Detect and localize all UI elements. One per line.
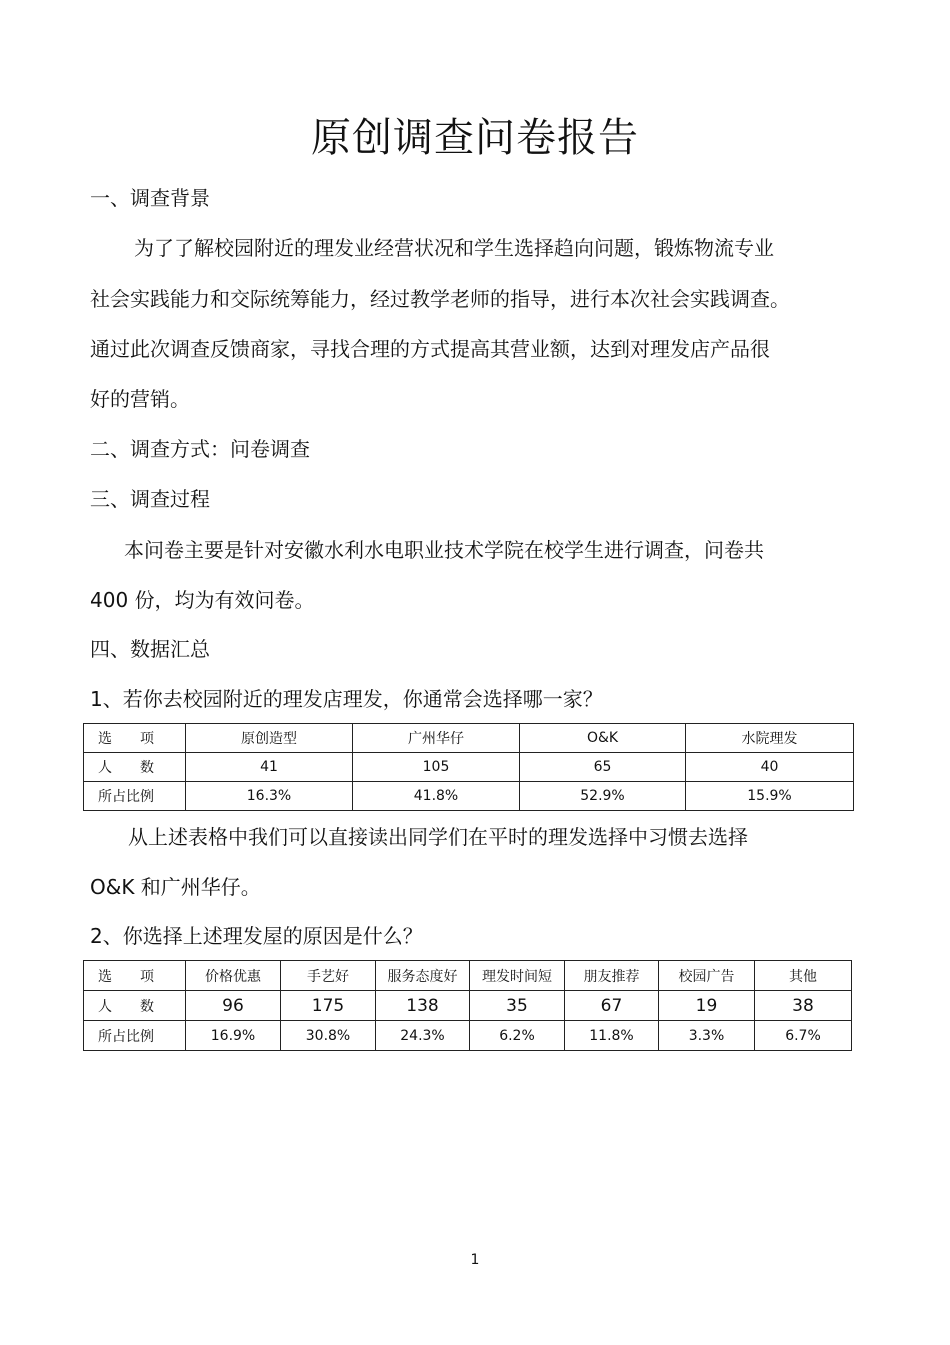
row-label-ratio: 所占比例 bbox=[84, 1021, 186, 1051]
table-cell: O&K bbox=[520, 724, 686, 753]
row-label-ratio: 所占比例 bbox=[84, 782, 186, 811]
table-cell: 105 bbox=[353, 753, 520, 782]
table-cell: 35 bbox=[470, 991, 565, 1021]
table-cell: 水院理发 bbox=[686, 724, 854, 753]
table-row bbox=[84, 753, 854, 782]
question-2: 2、你选择上述理发屋的原因是什么？ bbox=[90, 924, 423, 948]
paragraph-line: 从上述表格中我们可以直接读出同学们在平时的理发选择中习惯去选择 bbox=[128, 825, 748, 849]
table-cell: 11.8% bbox=[565, 1021, 659, 1051]
page-title: 原创调查问卷报告 bbox=[311, 115, 639, 161]
question-1-table bbox=[83, 723, 854, 811]
table-cell: 41.8% bbox=[353, 782, 520, 811]
table-cell: 38 bbox=[755, 991, 852, 1021]
table-cell: 65 bbox=[520, 753, 686, 782]
table-cell: 19 bbox=[659, 991, 755, 1021]
paragraph-line: O&K 和广州华仔。 bbox=[90, 875, 261, 899]
table-cell: 52.9% bbox=[520, 782, 686, 811]
paragraph-line: 本问卷主要是针对安徽水利水电职业技术学院在校学生进行调查，问卷共 bbox=[124, 538, 764, 562]
table-cell: 96 bbox=[186, 991, 281, 1021]
table-cell: 服务态度好 bbox=[376, 961, 470, 991]
table-cell: 原创造型 bbox=[186, 724, 353, 753]
table-row bbox=[84, 961, 852, 991]
row-label-count: 人 数 bbox=[84, 991, 186, 1021]
table-cell: 175 bbox=[281, 991, 376, 1021]
table-cell: 6.7% bbox=[755, 1021, 852, 1051]
paragraph-line: 好的营销。 bbox=[90, 387, 190, 411]
row-label-options: 选 项 bbox=[84, 961, 186, 991]
table-row bbox=[84, 724, 854, 753]
table-row bbox=[84, 991, 852, 1021]
paragraph-line: 社会实践能力和交际统筹能力，经过教学老师的指导，进行本次社会实践调查。 bbox=[90, 287, 790, 311]
table-cell: 理发时间短 bbox=[470, 961, 565, 991]
table-cell: 16.3% bbox=[186, 782, 353, 811]
row-label-options: 选 项 bbox=[84, 724, 186, 753]
table-cell: 价格优惠 bbox=[186, 961, 281, 991]
table-cell: 广州华仔 bbox=[353, 724, 520, 753]
table-cell: 30.8% bbox=[281, 1021, 376, 1051]
table-cell: 朋友推荐 bbox=[565, 961, 659, 991]
question-2-table bbox=[83, 960, 852, 1051]
table-cell: 41 bbox=[186, 753, 353, 782]
question-1: 1、若你去校园附近的理发店理发，你通常会选择哪一家？ bbox=[90, 687, 603, 711]
table-cell: 24.3% bbox=[376, 1021, 470, 1051]
paragraph-line: 400 份，均为有效问卷。 bbox=[90, 588, 315, 612]
table-row bbox=[84, 1021, 852, 1051]
table-cell: 校园广告 bbox=[659, 961, 755, 991]
section-heading-summary: 四、数据汇总 bbox=[90, 637, 210, 661]
table-cell: 15.9% bbox=[686, 782, 854, 811]
section-heading-process: 三、调查过程 bbox=[90, 487, 210, 511]
row-label-count: 人 数 bbox=[84, 753, 186, 782]
table-cell: 16.9% bbox=[186, 1021, 281, 1051]
table-cell: 40 bbox=[686, 753, 854, 782]
paragraph-line: 通过此次调查反馈商家，寻找合理的方式提高其营业额，达到对理发店产品很 bbox=[90, 337, 770, 361]
page-number: 1 bbox=[470, 1252, 480, 1268]
table-cell: 其他 bbox=[755, 961, 852, 991]
table-cell: 手艺好 bbox=[281, 961, 376, 991]
table-cell: 3.3% bbox=[659, 1021, 755, 1051]
section-heading-method: 二、调查方式：问卷调查 bbox=[90, 437, 310, 461]
table-cell: 67 bbox=[565, 991, 659, 1021]
section-heading-background: 一、调查背景 bbox=[90, 186, 210, 210]
table-cell: 6.2% bbox=[470, 1021, 565, 1051]
table-cell: 138 bbox=[376, 991, 470, 1021]
paragraph-line: 为了了解校园附近的理发业经营状况和学生选择趋向问题，锻炼物流专业 bbox=[134, 236, 774, 260]
table-row bbox=[84, 782, 854, 811]
